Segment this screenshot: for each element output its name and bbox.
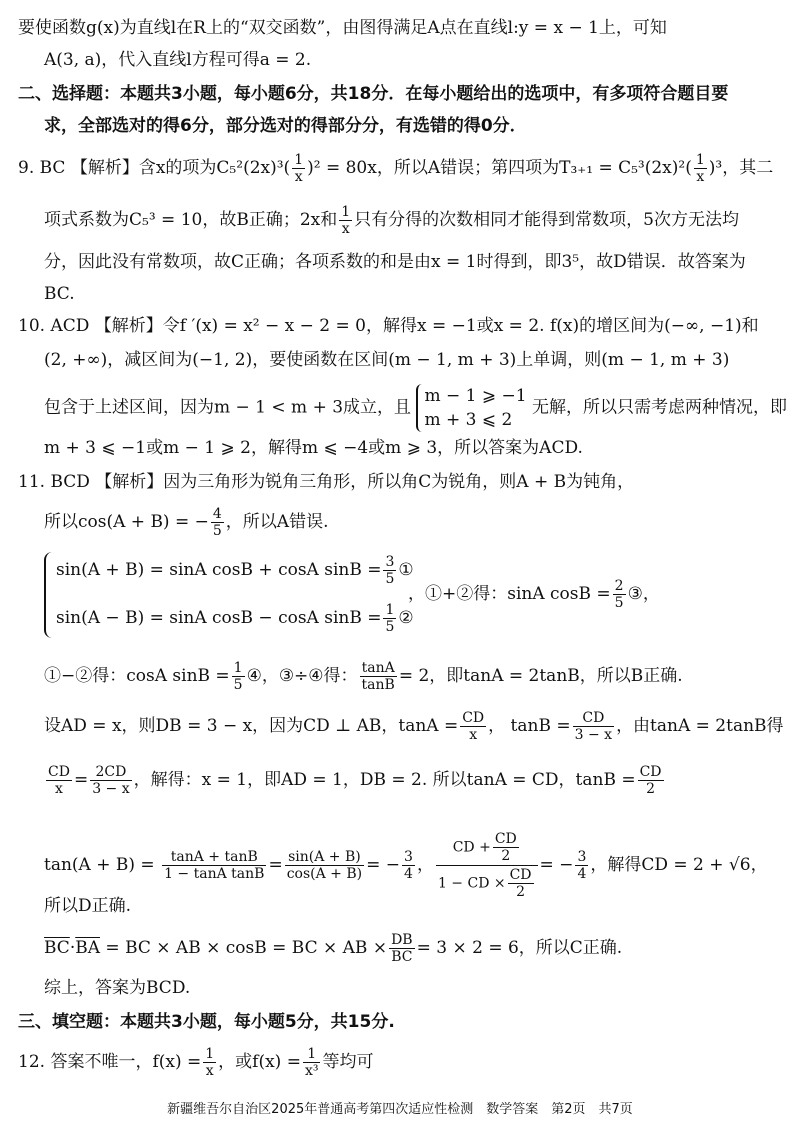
section-heading-fill: 三、填空题：本题共3小题，每小题5分，共15分.	[18, 1012, 395, 1032]
fraction: $\frac{\tan A + \tan B}{\text{1 − tanA tanB}}$	[164, 849, 265, 882]
q10-line-4: m + 3 ⩽ −1或m − 1 ⩾ 2，解得m ⩽ −4或m ⩾ 3，所以答案为ACD.	[44, 438, 583, 458]
q11-line-3: ①−②得：cosA sinB = $\frac{1}{5}$ ④，③÷④得： $\frac{\tan A}{\tan B}$ = 2，即tanA = 2tanB，所以B正确.	[44, 660, 683, 693]
fraction: $\frac{CD}{2}$	[509, 867, 532, 900]
text-line: 要使函数g(x)为直线l在R上的“双交函数”，由图得满足A点在直线l:y = x − 1上，可知	[18, 18, 667, 38]
q11-line-5: $\frac{CD}{x}$ = $\frac{2CD}{3 - x}$ ，解得：x = 1，即AD = 1，DB = 2. 所以tanA = CD，tanB = $\frac{CD}{2}$	[48, 764, 662, 797]
fraction: $\frac{1}{x}$	[341, 204, 351, 237]
section-heading-choice: 二、选择题：本题共3小题，每小题6分，共18分．在每小题给出的选项中，有多项符合题目要	[18, 84, 729, 104]
q10-line-2: (2, +∞)，减区间为(−1, 2)，要使函数在区间(m − 1, m + 3)上单调，则(m − 1, m + 3)	[44, 350, 730, 370]
fraction: $\frac{3}{5}$	[385, 554, 395, 587]
fraction: $\frac{\tan A}{\tan B}$	[361, 660, 395, 693]
q11-line-8: $\overline{BC}\cdot\overline{BA}$ = BC × AB × cosB = BC × AB × $\frac{DB}{BC}$ = 3 × 2 = 6，所以C正确.	[44, 932, 623, 965]
q9-line-3: 分，因此没有常数项，故C正确；各项系数的和是由x = 1时得到，即3⁵，故D错误．故答案为	[44, 252, 746, 272]
fraction: $\frac{1}{x}$	[294, 152, 304, 185]
q12-line: 12. 答案不唯一，f(x) = $\frac{1}{x}$ ，或f(x) = $\frac{1}{\text{x³}}$ 等均可	[18, 1046, 374, 1079]
inequality-system: m − 1 ⩾ −1 m + 3 ⩽ 2	[416, 384, 526, 432]
fraction: $\frac{1}{x}$	[205, 1046, 215, 1079]
q10-line-3: 包含于上述区间，因为m − 1 < m + 3成立，且 m − 1 ⩾ −1 m + 3 ⩽ 2 无解，所以只需考虑两种情况，即	[44, 386, 787, 430]
fraction: $\frac{CD}{2}$	[639, 764, 662, 797]
fraction: $\frac{2}{5}$	[614, 578, 624, 611]
q11-line-7: 所以D正确.	[44, 896, 132, 916]
q10-line-1: 10. ACD 【解析】令f ′(x) = x² − x − 2 = 0，解得x = −1或x = 2. f(x)的增区间为(−∞, −1)和	[18, 316, 759, 336]
fraction: $\frac{CD}{2}$	[494, 831, 517, 864]
page-footer: 新疆维吾尔自治区2025年普通高考第四次适应性检测 数学答案 第2页 共7页	[167, 1102, 633, 1117]
fraction: $\frac{DB}{BC}$	[391, 932, 413, 965]
fraction: $\frac{4}{5}$	[212, 506, 222, 539]
fraction: $\frac{\sin(A + B)}{\cos(A + B)}$	[286, 849, 363, 882]
nested-fraction: CD + $\frac{CD}{2}$ 1 − CD × $\frac{CD}{2}$	[436, 830, 538, 901]
fraction: $\frac{1}{5}$	[385, 602, 395, 635]
fraction: $\frac{3}{4}$	[577, 849, 587, 882]
q11-line-2: 所以cos(A + B) = − $\frac{4}{5}$ ，所以A错误.	[44, 506, 329, 539]
fraction: $\frac{1}{5}$	[233, 660, 243, 693]
section-heading-choice-cont: 求，全部选对的得6分，部分选对的得部分分，有选错的得0分．	[44, 116, 527, 136]
q11-line-6: tan(A + B) = $\frac{\tan A + \tan B}{\text{1 − tanA tanB}}$ = $\frac{\sin(A + B)}{\cos(A + B)}$ = − $\frac{3}{4}$ ， CD + $\frac{CD}{2}$ 1 − CD × $\frac{CD}{2}$ = − $\frac{3}{4}$ ，解得CD = 2 + √6，	[44, 831, 768, 900]
vector-bc: $\overline{BC}$	[44, 938, 70, 958]
q9-line-2: 项式系数为C₅³ = 10，故B正确；2x和 $\frac{1}{x}$ 只有分得的次数相同才能得到常数项，5次方无法均	[44, 204, 739, 237]
q9-line-4: BC.	[44, 284, 75, 304]
equation-combination: ，①+②得：sinA cosB = $\frac{2}{5}$ ③，	[408, 578, 660, 611]
equation-2: sin(A − B) = sinA cosB − cosA sinB = $\frac{1}{5}$ ②	[56, 602, 414, 635]
fraction: $\frac{3}{4}$	[404, 849, 413, 882]
text-line: A(3, a)，代入直线l方程可得a = 2.	[44, 50, 312, 70]
fraction: $\frac{1}{\text{x³}}$	[304, 1046, 319, 1079]
fraction: $\frac{2CD}{3 - x}$	[92, 764, 130, 797]
equation-system	[44, 552, 414, 638]
equation-1: sin(A + B) = sinA cosB + cosA sinB = $\frac{3}{5}$ ①	[56, 554, 414, 587]
q11-line-4: 设AD = x，则DB = 3 − x，因为CD ⊥ AB，tanA = $\frac{CD}{x}$ ， tanB = $\frac{CD}{3 - x}$ ，由tanA = 2tanB得	[44, 710, 784, 743]
fraction: $\frac{1}{x}$	[695, 152, 705, 185]
fraction: $\frac{CD}{x}$	[48, 764, 70, 797]
q9-line-1: 9. BC 【解析】含x的项为C₅²(2x)³( $\frac{1}{x}$ )² = 80x，所以A错误；第四项为T₃₊₁ = C₅³(2x)²( $\frac{1}{x}$ )³，其二	[18, 152, 774, 185]
q11-line-1: 11. BCD 【解析】因为三角形为锐角三角形，所以角C为锐角，则A + B为钝角，	[18, 472, 635, 492]
q11-line-9: 综上，答案为BCD.	[44, 978, 191, 998]
fraction: $\frac{CD}{x}$	[462, 710, 485, 743]
vector-ba: $\overline{BA}$	[75, 938, 101, 958]
fraction: $\frac{CD}{3 - x}$	[574, 710, 613, 743]
